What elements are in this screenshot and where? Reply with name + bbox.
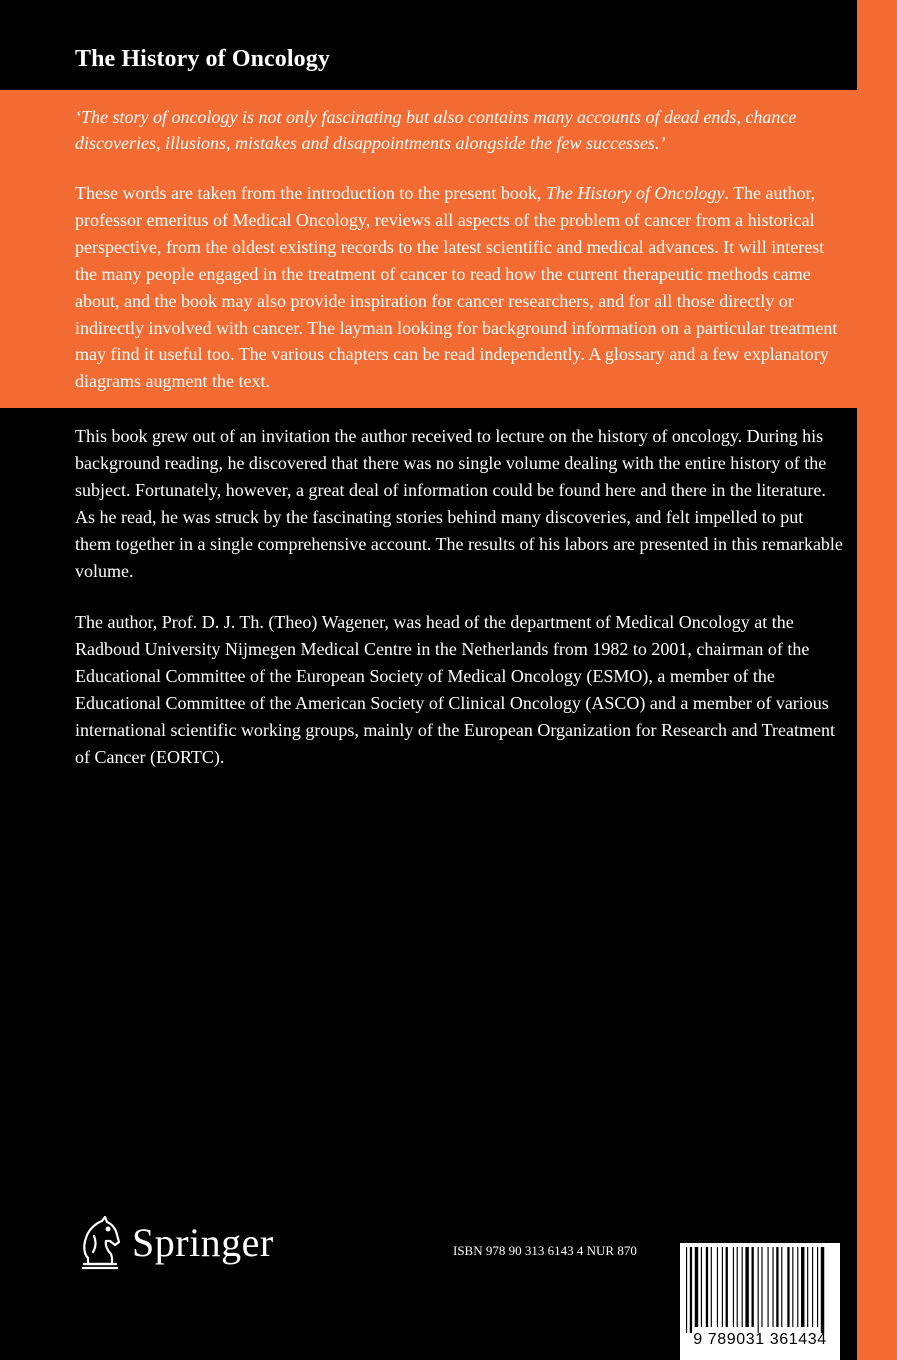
barcode-bar (686, 1247, 687, 1333)
barcode-bar (772, 1247, 773, 1327)
barcode-bar (821, 1247, 824, 1333)
intro-book-reference: The History of Oncology (545, 183, 725, 203)
barcode-bar (742, 1247, 743, 1327)
barcode-bar (706, 1247, 708, 1327)
intro-text: . The author, professor emeritus of Medical Oncology, reviews all aspects of the problem of cancer from a historical perspective, from the oldest existing records to the latest scientific and medical advances. It will interest the many people engaged in the treatment of cancer to read how the current therapeutic methods came about, and the book may also provide inspiration for cancer researchers, and for all those directly or indirectly involved with cancer. The layman looking for background information on a particular treatment may find it useful too. The various chapters can be read independently. A glossary and a few explanatory diagrams augment the text. (75, 183, 838, 392)
barcode-bar (768, 1247, 769, 1327)
barcode-bar (690, 1247, 692, 1333)
isbn-text: ISBN 978 90 313 6143 4 NUR 870 (453, 1243, 637, 1258)
epigraph-quote: ‘The story of oncology is not only fascinating but also contains many accounts of dead ends, chance discoveries, illusions, mistakes and disappointments alongside the few successes.’ (75, 107, 797, 153)
barcode-bar (752, 1247, 754, 1327)
barcode-bar (776, 1247, 778, 1327)
barcode-bar (801, 1247, 804, 1327)
barcode-bar (726, 1247, 728, 1327)
barcode-digits: 9 789031 361434 (693, 1331, 827, 1348)
barcode-bar (761, 1247, 762, 1327)
barcode-bar (711, 1247, 712, 1327)
barcode-bars (680, 1243, 840, 1335)
knight-chess-icon (74, 1214, 124, 1270)
isbn-barcode (680, 1243, 840, 1360)
body-paragraph-origin: This book grew out of an invitation the author received to lecture on the history of oncology. During his background reading, he discovered that there was no single volume dealing with the entire history of the subject. Fortunately, however, a great deal of information could be found here and there in the literature. As he read, he was struck by the fascinating stories behind many discoveries, and felt impelled to put them together in a single comprehensive account. The results of his labors are presented in this remarkable volume. (75, 426, 843, 581)
barcode-bar (792, 1247, 793, 1327)
barcode-bar (722, 1247, 723, 1327)
barcode-bar (733, 1247, 734, 1327)
barcode-bar (812, 1247, 813, 1327)
barcode-bar (701, 1247, 702, 1327)
barcode-bar (781, 1247, 782, 1327)
barcode-bar (807, 1247, 808, 1327)
intro-paragraph (75, 180, 843, 395)
title-bar (0, 0, 857, 90)
barcode-bar (695, 1247, 698, 1327)
orange-edge-strip (857, 0, 897, 1360)
barcode-bar (817, 1247, 818, 1327)
publisher-name: Springer (132, 1219, 274, 1265)
barcode-bar (787, 1247, 789, 1327)
book-title: The History of Oncology (75, 46, 330, 72)
intro-lead: These words are taken from the introduction to the present book, (75, 183, 546, 203)
barcode-bar (758, 1247, 759, 1333)
barcode-bar (737, 1247, 738, 1327)
barcode-bar (717, 1247, 718, 1327)
body-paragraph-author: The author, Prof. D. J. Th. (Theo) Wagener, was head of the department of Medical Oncology at the Radboud University Nijmegen Medical Centre in the Netherlands from 1982 to 2001, chairman of the Educational Committee of the European Society of Medical Oncology (ESMO), a member of the Educational Committee of the American Society of Clinical Oncology (ASCO) and a member of various international scientific working groups, mainly of the European Organization for Research and Treatment of Cancer (EORTC). (75, 612, 835, 767)
barcode-bar (797, 1247, 798, 1327)
barcode-bar (745, 1247, 748, 1327)
publisher-logo (74, 1212, 274, 1272)
